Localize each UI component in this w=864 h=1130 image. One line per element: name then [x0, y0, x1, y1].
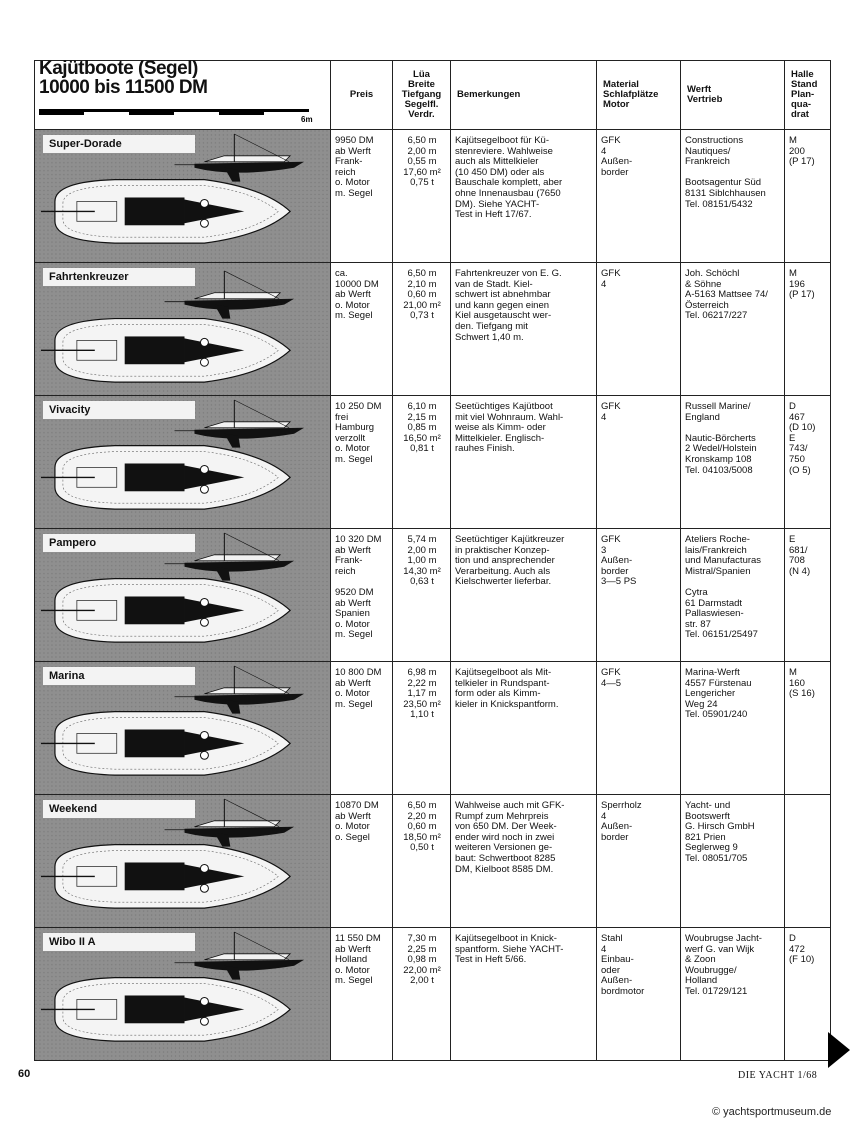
page-subtitle: 10000 bis 11500 DM [39, 77, 208, 98]
dims-cell: 6,98 m 2,22 m 1,17 m 23,50 m² 1,10 t [393, 662, 451, 795]
yard-cell: Ateliers Roche- lais/Frankreich und Manufacturas Mistral/Spanien Cytra 61 Darmstadt Pallaswiesen- str. 87 Tel. 06151/25497 [681, 529, 785, 662]
hall-cell: D 467 (D 10) E 743/ 750 (O 5) [785, 396, 831, 529]
title-cell [35, 58, 331, 130]
boat-image-cell [35, 396, 331, 529]
table-row [35, 529, 831, 662]
table-row [35, 928, 831, 1061]
remarks-cell: Seetüchtiges Kajütboot mit viel Wohnraum. Wahl- weise als Kimm- oder Mittelkieler. Englisch- rauhes Finish. [451, 396, 597, 529]
col-header-yard: Werft Vertrieb [681, 61, 785, 130]
boat-name: Wibo II A [43, 933, 195, 951]
hall-cell: E 681/ 708 (N 4) [785, 529, 831, 662]
dims-cell: 7,30 m 2,25 m 0,98 m 22,00 m² 2,00 t [393, 928, 451, 1061]
yard-cell: Woubrugse Jacht- werf G. van Wijk & Zoon Woubrugge/ Holland Tel. 01729/121 [681, 928, 785, 1061]
dims-cell: 6,50 m 2,20 m 0,60 m 18,50 m² 0,50 t [393, 795, 451, 928]
hall-cell [785, 795, 831, 928]
price-cell: 10 320 DM ab Werft Frank- reich 9520 DM ab Werft Spanien o. Motor m. Segel [331, 529, 393, 662]
hall-cell: M 160 (S 16) [785, 662, 831, 795]
hall-cell: M 196 (P 17) [785, 263, 831, 396]
price-cell: 10 250 DM frei Hamburg verzollt o. Motor m. Segel [331, 396, 393, 529]
col-header-hall: Halle Stand Plan- qua- drat [785, 61, 831, 130]
material-cell: Sperrholz 4 Außen- border [597, 795, 681, 928]
yard-cell: Russell Marine/ England Nautic-Börcherts 2 Wedel/Holstein Kronskamp 108 Tel. 04103/5008 [681, 396, 785, 529]
remarks-cell: Kajütsegelboot für Kü- stenreviere. Wahlweise auch als Mittelkieler (10 450 DM) oder als Bauschale komplett, aber ohne Innenausbau (7650 DM). Siehe YACHT- Test in Heft 17/67. [451, 130, 597, 263]
price-cell: ca. 10000 DM ab Werft o. Motor m. Segel [331, 263, 393, 396]
price-cell: 9950 DM ab Werft Frank- reich o. Motor m. Segel [331, 130, 393, 263]
scale-bar [39, 109, 313, 124]
table-row [35, 263, 831, 396]
col-header-material: Material Schlafplätze Motor [597, 61, 681, 130]
remarks-cell: Wahlweise auch mit GFK- Rumpf zum Mehrpreis von 650 DM. Der Week- ender wird noch in zwei weiteren Versionen ge- baut: Schwertboot 8285 DM, Kielboot 8585 DM. [451, 795, 597, 928]
col-header-dims: Lüa Breite Tiefgang Segelfl. Verdr. [393, 61, 451, 130]
boat-name: Fahrtenkreuzer [43, 268, 195, 286]
boat-table [34, 60, 831, 1061]
material-cell: GFK 4—5 [597, 662, 681, 795]
remarks-cell: Kajütsegelboot als Mit- telkieler in Rundspant- form oder als Kimm- kieler in Knickspantform. [451, 662, 597, 795]
material-cell: GFK 4 [597, 396, 681, 529]
watermark: © yachtsportmuseum.de [712, 1106, 832, 1118]
boat-name: Pampero [43, 534, 195, 552]
next-page-arrow-icon [828, 1032, 850, 1068]
page-title: Kajütboote (Segel) [39, 58, 198, 79]
dims-cell: 6,50 m 2,00 m 0,55 m 17,60 m² 0,75 t [393, 130, 451, 263]
remarks-cell: Fahrtenkreuzer von E. G. van de Stadt. Kiel- schwert ist abnehmbar und kann gegen einen Kiel ausgetauscht wer- den. Tiefgang mit Schwert 1,40 m. [451, 263, 597, 396]
boat-name: Marina [43, 667, 195, 685]
table-row [35, 130, 831, 263]
dims-cell: 6,10 m 2,15 m 0,85 m 16,50 m² 0,81 t [393, 396, 451, 529]
boat-image-cell [35, 928, 331, 1061]
yard-cell: Constructions Nautiques/ Frankreich Bootsagentur Süd 8131 Siblchhausen Tel. 08151/5432 [681, 130, 785, 263]
boat-image-cell [35, 529, 331, 662]
price-cell: 10870 DM ab Werft o. Motor o. Segel [331, 795, 393, 928]
boat-image-cell [35, 130, 331, 263]
remarks-cell: Seetüchtiger Kajütkreuzer in praktischer Konzep- tion und ansprechender Verarbeitung. Auch als Kielschwerter lieferbar. [451, 529, 597, 662]
material-cell: GFK 3 Außen- border 3—5 PS [597, 529, 681, 662]
table-row [35, 662, 831, 795]
col-header-remarks: Bemerkungen [451, 61, 597, 130]
hall-cell: M 200 (P 17) [785, 130, 831, 263]
hall-cell: D 472 (F 10) [785, 928, 831, 1061]
dims-cell: 6,50 m 2,10 m 0,60 m 21,00 m² 0,73 t [393, 263, 451, 396]
col-header-price: Preis [331, 61, 393, 130]
boat-image-cell [35, 263, 331, 396]
boat-image-cell [35, 795, 331, 928]
scale-label: 6m [301, 115, 313, 124]
table-row [35, 795, 831, 928]
price-cell: 11 550 DM ab Werft Holland o. Motor m. Segel [331, 928, 393, 1061]
yard-cell: Yacht- und Bootswerft G. Hirsch GmbH 821 Prien Seglerweg 9 Tel. 08051/705 [681, 795, 785, 928]
boat-name: Vivacity [43, 401, 195, 419]
magazine-footer: DIE YACHT 1/68 [738, 1070, 818, 1081]
boat-name: Super-Dorade [43, 135, 195, 153]
yard-cell: Marina-Werft 4557 Fürstenau Lengericher Weg 24 Tel. 05901/240 [681, 662, 785, 795]
page-number: 60 [18, 1068, 31, 1080]
yard-cell: Joh. Schöchl & Söhne A-5163 Mattsee 74/ Österreich Tel. 06217/227 [681, 263, 785, 396]
table-row [35, 396, 831, 529]
table-header [35, 61, 831, 130]
boat-image-cell [35, 662, 331, 795]
material-cell: GFK 4 Außen- border [597, 130, 681, 263]
material-cell: Stahl 4 Einbau- oder Außen- bordmotor [597, 928, 681, 1061]
price-cell: 10 800 DM ab Werft o. Motor m. Segel [331, 662, 393, 795]
remarks-cell: Kajütsegelboot in Knick- spantform. Siehe YACHT- Test in Heft 5/66. [451, 928, 597, 1061]
material-cell: GFK 4 [597, 263, 681, 396]
boat-name: Weekend [43, 800, 195, 818]
dims-cell: 5,74 m 2,00 m 1,00 m 14,30 m² 0,63 t [393, 529, 451, 662]
